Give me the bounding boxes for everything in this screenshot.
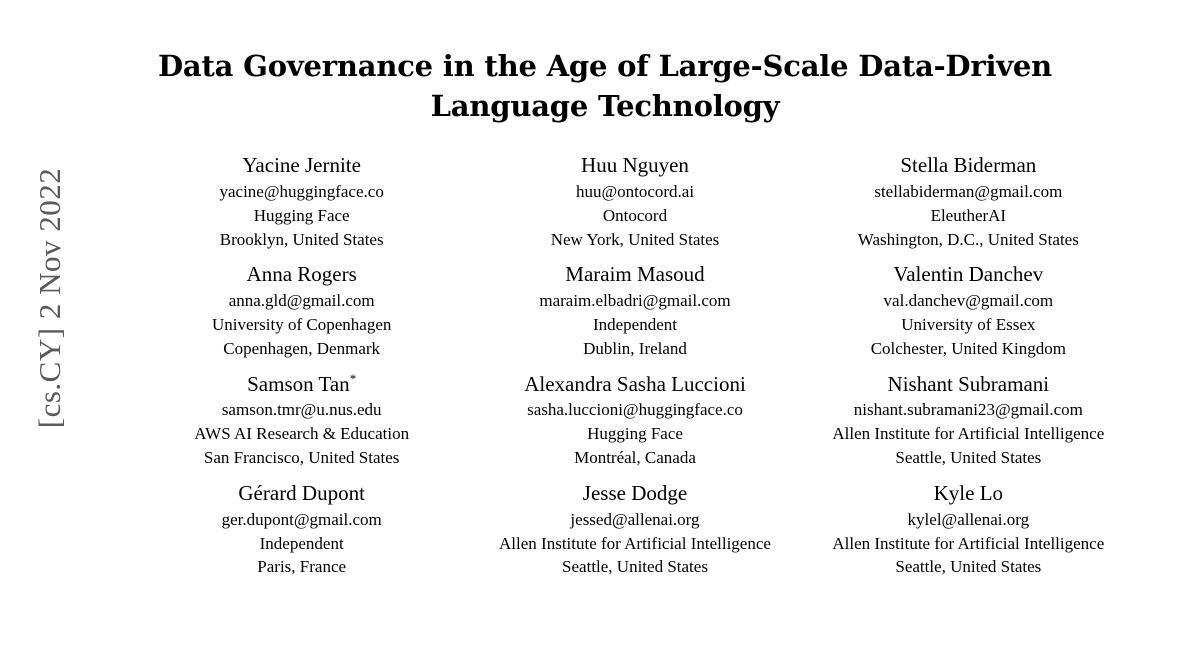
author-name: Jesse Dodge [582, 480, 688, 505]
author-email[interactable]: stellabiderman@gmail.com [874, 181, 1063, 201]
author-location: San Francisco, United States [203, 448, 400, 468]
author-block [802, 371, 1135, 470]
author-block [802, 480, 1135, 579]
author-affiliation: AWS AI Research & Education [194, 424, 410, 444]
author-block [468, 480, 801, 579]
author-email[interactable]: yacine@huggingface.co [219, 181, 384, 201]
author-email[interactable]: huu@ontocord.ai [575, 181, 695, 201]
author-affiliation: Hugging Face [253, 205, 350, 225]
author-name: Yacine Jernite [242, 153, 361, 178]
author-block [468, 371, 801, 470]
author-name: Huu Nguyen [581, 153, 689, 178]
author-email[interactable]: nishant.subramani23@gmail.com [853, 400, 1083, 420]
author-email[interactable]: kylel@allenai.org [907, 509, 1030, 529]
author-block [802, 261, 1135, 360]
author-affiliation: Hugging Face [587, 424, 683, 444]
author-name: Stella Biderman [900, 153, 1037, 178]
author-email[interactable]: jessed@allenai.org [570, 509, 700, 529]
author-affiliation: EleutherAI [930, 205, 1007, 225]
author-location: New York, United States [550, 229, 720, 249]
author-name: Samson Tan* [247, 370, 357, 396]
author-name: Maraim Masoud [565, 262, 705, 287]
author-name: Valentin Danchev [893, 262, 1044, 287]
author-name: Kyle Lo [933, 480, 1004, 505]
author-location: Paris, France [257, 557, 347, 577]
author-affiliation: Independent [592, 314, 677, 334]
author-email[interactable]: val.danchev@gmail.com [883, 291, 1054, 311]
author-email[interactable]: sasha.luccioni@huggingface.co [527, 400, 743, 420]
author-email[interactable]: maraim.elbadri@gmail.com [539, 291, 731, 311]
author-name: Nishant Subramani [887, 371, 1050, 396]
author-location: Montréal, Canada [574, 448, 696, 468]
author-email[interactable]: ger.dupont@gmail.com [221, 509, 382, 529]
author-footnote-marker: * [349, 370, 357, 386]
author-location: Seattle, United States [562, 557, 708, 577]
author-affiliation: Independent [259, 533, 344, 553]
author-location: Brooklyn, United States [219, 229, 384, 249]
author-affiliation: University of Essex [901, 314, 1036, 334]
author-list [135, 152, 1135, 579]
author-affiliation: University of Copenhagen [211, 314, 392, 334]
author-block [135, 480, 468, 579]
author-block [468, 261, 801, 360]
author-block [135, 152, 468, 251]
author-name: Anna Rogers [246, 262, 357, 287]
author-name: Alexandra Sasha Luccioni [524, 371, 746, 396]
author-affiliation: Ontocord [602, 205, 668, 225]
paper-header [90, 0, 1200, 648]
arxiv-stamp [0, 0, 90, 648]
author-block [802, 152, 1135, 251]
author-location: Copenhagen, Denmark [223, 338, 381, 358]
author-affiliation: Allen Institute for Artificial Intelligence [499, 533, 771, 553]
arxiv-stamp-text: [cs.CY] 2 Nov 2022 [32, 167, 67, 429]
author-affiliation: Allen Institute for Artificial Intelligence [832, 533, 1105, 553]
author-location: Dublin, Ireland [583, 338, 687, 358]
author-name: Gérard Dupont [238, 480, 365, 505]
author-location: Seattle, United States [895, 557, 1042, 577]
author-block [135, 371, 468, 470]
page-title: Data Governance in the Age of Large-Scale Data-Driven Language Technology [157, 49, 1053, 124]
author-affiliation: Allen Institute for Artificial Intelligence [832, 424, 1105, 444]
author-email[interactable]: anna.gld@gmail.com [228, 291, 375, 311]
author-location: Seattle, United States [895, 448, 1042, 468]
author-email[interactable]: samson.tmr@u.nus.edu [221, 400, 382, 420]
author-block [135, 261, 468, 360]
author-location: Colchester, United Kingdom [870, 338, 1066, 358]
author-location: Washington, D.C., United States [857, 229, 1079, 249]
author-block [468, 152, 801, 251]
